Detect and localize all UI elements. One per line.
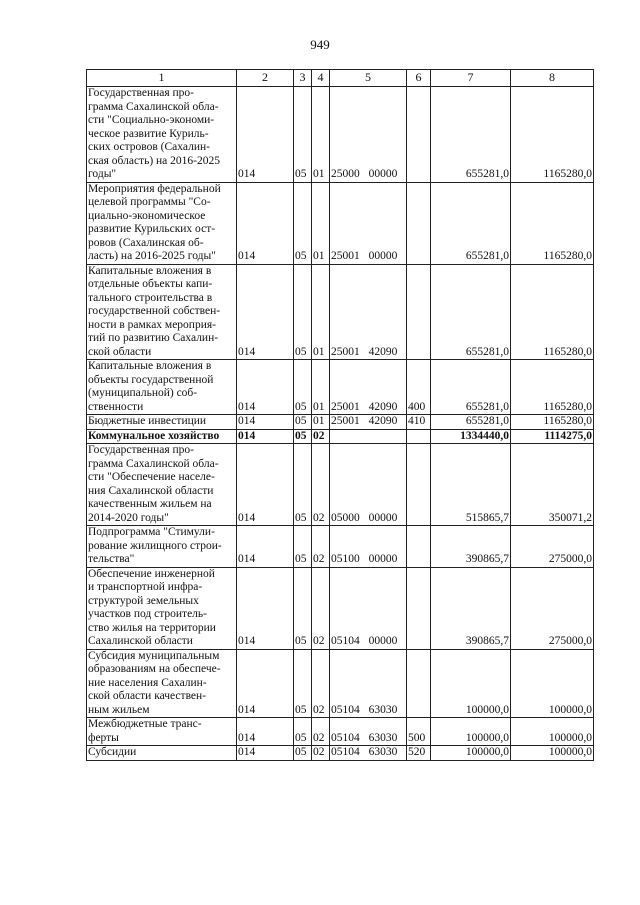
expense-type-code — [407, 526, 431, 568]
target-article-code: 25001 00000 — [330, 182, 407, 264]
amount-col-7: 390865,7 — [431, 567, 511, 649]
amount-col-8: 1165280,0 — [511, 182, 594, 264]
description-line: Коммунальное хозяйство — [88, 429, 220, 442]
expense-type-code: 500 — [407, 718, 431, 746]
description-line: целевой программы "Со- — [88, 196, 211, 208]
row-description — [87, 429, 237, 444]
header-col-5: 5 — [330, 70, 407, 87]
description-line: Подпрограмма "Стимули- — [88, 526, 215, 538]
subsection-code: 02 — [312, 567, 330, 649]
row-description — [87, 649, 237, 718]
description-line: ласть) на 2016-2025 годы" — [88, 250, 216, 262]
subsection-code: 02 — [312, 444, 330, 526]
row-description — [87, 415, 237, 430]
description-line: Государственная про- — [88, 87, 195, 99]
description-line: ности в рамках мероприя- — [88, 318, 216, 331]
expense-type-code — [407, 649, 431, 718]
page-number: 949 — [310, 37, 330, 52]
description-line: Бюджетные инвестиции — [88, 415, 207, 427]
target-article-code: 05104 00000 — [330, 567, 407, 649]
amount-col-8: 350071,2 — [511, 444, 594, 526]
section-code: 05 — [294, 415, 312, 430]
header-col-1: 1 — [87, 70, 237, 87]
row-description — [87, 264, 237, 360]
description-line: грамма Сахалинской обла- — [88, 457, 219, 470]
table-row — [87, 360, 594, 415]
row-description — [87, 182, 237, 264]
ministry-code: 014 — [237, 567, 294, 649]
expense-type-code — [407, 182, 431, 264]
expense-type-code — [407, 444, 431, 526]
description-line: Государственная про- — [88, 444, 195, 456]
description-line: ферты — [88, 731, 119, 744]
expense-type-code — [407, 87, 431, 183]
amount-col-7: 655281,0 — [431, 360, 511, 415]
expense-type-code: 410 — [407, 415, 431, 430]
description-line: ния Сахалинской области — [88, 484, 214, 497]
row-description — [87, 567, 237, 649]
target-article-code: 05100 00000 — [330, 526, 407, 568]
description-line: ских островов (Сахалин- — [88, 141, 210, 153]
header-col-3: 3 — [294, 70, 312, 87]
amount-col-8: 275000,0 — [511, 567, 594, 649]
table-row — [87, 429, 594, 444]
subsection-code: 01 — [312, 360, 330, 415]
section-code: 05 — [294, 718, 312, 746]
ministry-code: 014 — [237, 649, 294, 718]
description-line: Субсидия муниципальным — [88, 649, 220, 662]
description-line: отдельные объекты капи- — [88, 278, 213, 290]
amount-col-8: 100000,0 — [511, 649, 594, 718]
table-row — [87, 746, 594, 761]
description-line: ской области — [88, 345, 152, 358]
description-line: ская область) на 2016-2025 — [88, 154, 220, 167]
description-line: структурой земельных — [88, 594, 199, 607]
description-line: ственности — [88, 400, 144, 413]
ministry-code: 014 — [237, 526, 294, 568]
amount-col-8: 1165280,0 — [511, 360, 594, 415]
description-line: рование жилищного строи- — [88, 539, 222, 552]
expense-type-code — [407, 567, 431, 649]
description-line: Мероприятия федеральной — [88, 182, 221, 195]
subsection-code: 01 — [312, 87, 330, 183]
amount-col-7: 655281,0 — [431, 182, 511, 264]
description-line: 2014-2020 годы" — [88, 511, 169, 524]
description-line: развитие Курильских ост- — [88, 223, 216, 235]
subsection-code: 01 — [312, 182, 330, 264]
section-code: 05 — [294, 649, 312, 718]
table-row — [87, 264, 594, 360]
table-row — [87, 718, 594, 746]
description-line: сти "Обеспечение населе- — [88, 471, 215, 483]
section-code: 05 — [294, 360, 312, 415]
amount-col-8: 100000,0 — [511, 718, 594, 746]
subsection-code: 02 — [312, 746, 330, 761]
amount-col-8: 1165280,0 — [511, 264, 594, 360]
expense-type-code — [407, 429, 431, 444]
description-line: участков под строитель- — [88, 608, 207, 620]
ministry-code: 014 — [237, 182, 294, 264]
target-article-code: 05104 63030 — [330, 746, 407, 761]
amount-col-7: 390865,7 — [431, 526, 511, 568]
description-line: сти "Социально-экономи- — [88, 114, 215, 126]
table-row — [87, 526, 594, 568]
amount-col-7: 515865,7 — [431, 444, 511, 526]
target-article-code — [330, 429, 407, 444]
row-description — [87, 360, 237, 415]
description-line: тельства" — [88, 553, 135, 565]
header-row — [87, 70, 594, 87]
section-code: 05 — [294, 567, 312, 649]
target-article-code: 25001 42090 — [330, 360, 407, 415]
target-article-code: 05104 63030 — [330, 718, 407, 746]
ministry-code: 014 — [237, 264, 294, 360]
row-description — [87, 526, 237, 568]
description-line: объекты государственной — [88, 373, 214, 386]
description-line: тий по развитию Сахалин- — [88, 332, 219, 344]
description-line: ние населения Сахалин- — [88, 676, 207, 689]
description-line: ровов (Сахалинская об- — [88, 236, 204, 249]
amount-col-7: 1334440,0 — [431, 429, 511, 444]
table-row — [87, 444, 594, 526]
ministry-code: 014 — [237, 718, 294, 746]
target-article-code: 25001 42090 — [330, 264, 407, 360]
expense-type-code: 520 — [407, 746, 431, 761]
table-body — [87, 87, 594, 761]
amount-col-8: 1114275,0 — [511, 429, 594, 444]
description-line: тального строительства в — [88, 291, 213, 304]
target-article-code: 25001 42090 — [330, 415, 407, 430]
ministry-code: 014 — [237, 360, 294, 415]
subsection-code: 02 — [312, 649, 330, 718]
subsection-code: 02 — [312, 526, 330, 568]
table-row — [87, 415, 594, 430]
header-col-6: 6 — [407, 70, 431, 87]
header-col-2: 2 — [237, 70, 294, 87]
row-description — [87, 444, 237, 526]
subsection-code: 01 — [312, 415, 330, 430]
row-description — [87, 718, 237, 746]
section-code: 05 — [294, 444, 312, 526]
description-line: Субсидии — [88, 746, 137, 758]
amount-col-8: 1165280,0 — [511, 87, 594, 183]
description-line: образованиям на обеспече- — [88, 663, 221, 675]
ministry-code: 014 — [237, 444, 294, 526]
description-line: Сахалинской области — [88, 635, 193, 647]
header-col-4: 4 — [312, 70, 330, 87]
description-line: грамма Сахалинской обла- — [88, 100, 219, 113]
amount-col-8: 1165280,0 — [511, 415, 594, 430]
section-code: 05 — [294, 87, 312, 183]
section-code: 05 — [294, 429, 312, 444]
table-row — [87, 87, 594, 183]
table-row — [87, 649, 594, 718]
amount-col-8: 275000,0 — [511, 526, 594, 568]
amount-col-7: 100000,0 — [431, 746, 511, 761]
description-line: Межбюджетные транс- — [88, 718, 202, 730]
section-code: 05 — [294, 746, 312, 761]
ministry-code: 014 — [237, 429, 294, 444]
description-line: и транспортной инфра- — [88, 581, 203, 593]
amount-col-7: 655281,0 — [431, 87, 511, 183]
subsection-code: 02 — [312, 429, 330, 444]
description-line: Капитальные вложения в — [88, 264, 212, 277]
target-article-code: 05104 63030 — [330, 649, 407, 718]
budget-table — [86, 69, 594, 761]
description-line: циально-экономическое — [88, 209, 206, 222]
description-line: ческое развитие Куриль- — [88, 127, 209, 140]
ministry-code: 014 — [237, 87, 294, 183]
section-code: 05 — [294, 526, 312, 568]
amount-col-7: 100000,0 — [431, 649, 511, 718]
row-description — [87, 87, 237, 183]
amount-col-7: 655281,0 — [431, 415, 511, 430]
description-line: ство жилья на территории — [88, 621, 216, 634]
section-code: 05 — [294, 264, 312, 360]
expense-type-code: 400 — [407, 360, 431, 415]
subsection-code: 01 — [312, 264, 330, 360]
header-col-8: 8 — [511, 70, 594, 87]
description-line: Обеспечение инженерной — [88, 567, 215, 580]
table-row — [87, 182, 594, 264]
section-code: 05 — [294, 182, 312, 264]
description-line: государственной собствен- — [88, 305, 221, 317]
ministry-code: 014 — [237, 746, 294, 761]
header-col-7: 7 — [431, 70, 511, 87]
description-line: ным жильем — [88, 703, 150, 716]
row-description — [87, 746, 237, 761]
amount-col-8: 100000,0 — [511, 746, 594, 761]
table-row — [87, 567, 594, 649]
description-line: (муниципальной) соб- — [88, 387, 198, 399]
target-article-code: 25000 00000 — [330, 87, 407, 183]
description-line: качественным жильем на — [88, 498, 212, 510]
description-line: ской области качествен- — [88, 690, 207, 702]
amount-col-7: 655281,0 — [431, 264, 511, 360]
target-article-code: 05000 00000 — [330, 444, 407, 526]
description-line: Капитальные вложения в — [88, 360, 212, 372]
amount-col-7: 100000,0 — [431, 718, 511, 746]
expense-type-code — [407, 264, 431, 360]
ministry-code: 014 — [237, 415, 294, 430]
description-line: годы" — [88, 168, 117, 180]
subsection-code: 02 — [312, 718, 330, 746]
